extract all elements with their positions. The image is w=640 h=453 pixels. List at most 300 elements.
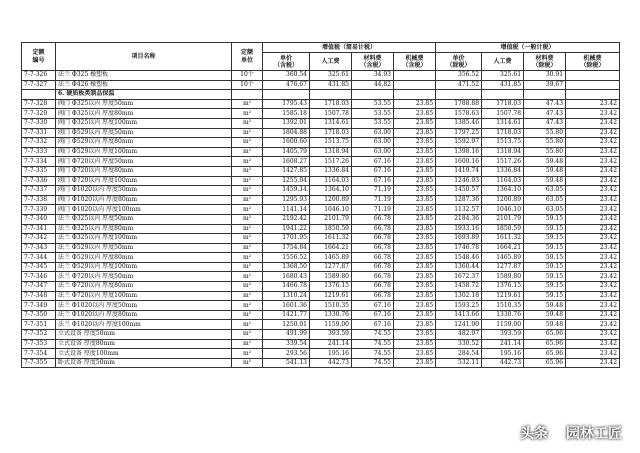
table-row (22, 243, 620, 253)
cell-value: 67.16 (352, 157, 394, 167)
cell-code: 7-7-333 (22, 147, 56, 157)
cell-value: 23.85 (394, 282, 436, 292)
section-empty-cell (263, 90, 310, 100)
cell-value: 1600.60 (263, 138, 310, 148)
cell-value: 59.15 (524, 224, 566, 234)
cell-name: 阀门 Φ720以内 厚度50mm (56, 157, 232, 167)
cell-unit: m² (232, 109, 263, 119)
cell-value: 1589.80 (310, 272, 352, 282)
cell-value: 1164.03 (482, 176, 524, 186)
cell-value: 55.80 (524, 147, 566, 157)
cell-name: 阀门 Φ720以内 厚度100mm (56, 176, 232, 186)
cell-name: 阀门 Φ529以内 厚度100mm (56, 147, 232, 157)
table-row (22, 272, 620, 282)
cell-value: 2101.79 (482, 214, 524, 224)
cell-code: 7-7-336 (22, 176, 56, 186)
cell-value: 55.80 (524, 128, 566, 138)
table-row (22, 99, 620, 109)
table-row (22, 205, 620, 215)
header-group-simple: 增值税（简易计税） (263, 43, 436, 53)
cell-value: 67.16 (352, 301, 394, 311)
cell-value: 1672.37 (436, 272, 482, 282)
cell-value: 66.78 (352, 224, 394, 234)
cell-value: 1718.03 (310, 128, 352, 138)
cell-value: 59.48 (524, 320, 566, 330)
cell-value: 1507.78 (482, 109, 524, 119)
cell-code: 7-7-331 (22, 128, 56, 138)
cell-value: 66.78 (352, 272, 394, 282)
at-sign-icon (550, 426, 564, 440)
cell-unit: m² (232, 330, 263, 340)
table-row (22, 253, 620, 263)
table-row (22, 138, 620, 148)
cell-unit: m² (232, 253, 263, 263)
cell-value: 1364.10 (482, 186, 524, 196)
cell-value: 476.67 (263, 80, 310, 90)
cell-value: 63.05 (524, 186, 566, 196)
header-material-inc: 材料费 （含税） (352, 53, 394, 71)
cell-value: 1318.94 (310, 147, 352, 157)
cell-unit: m² (232, 262, 263, 272)
section-empty-cell (352, 90, 394, 100)
cell-name: 法兰 Φ529以内 厚度50mm (56, 243, 232, 253)
cell-value: 2184.36 (436, 214, 482, 224)
cell-value: 23.85 (394, 118, 436, 128)
cell-value: 44.82 (352, 80, 394, 90)
cell-unit: m² (232, 234, 263, 244)
cell-value: 1795.43 (263, 99, 310, 109)
section-code-cell (22, 90, 56, 100)
cell-value: 1507.78 (310, 109, 352, 119)
cell-value: 23.42 (566, 224, 620, 234)
table-row (22, 195, 620, 205)
cell-value: 23.42 (566, 166, 620, 176)
table-row (22, 339, 620, 349)
cell-name: 阀门 Φ1020以内 厚度50mm (56, 186, 232, 196)
cell-value: 66.78 (352, 282, 394, 292)
table-row (22, 147, 620, 157)
cell-value: 1427.85 (263, 166, 310, 176)
cell-name: 法兰 Φ325以内 厚度100mm (56, 234, 232, 244)
header-material-exc: 材料费 （除税） (524, 53, 566, 71)
cell-value: 59.15 (524, 272, 566, 282)
cell-value: 1398.16 (436, 147, 482, 157)
table-row (22, 310, 620, 320)
cell-value: 325.61 (310, 71, 352, 81)
quota-table (21, 42, 620, 368)
header-code: 定额 编号 (22, 43, 56, 71)
cell-code: 7-7-350 (22, 310, 56, 320)
cell-value: 1466.78 (263, 282, 310, 292)
section-empty-cell (310, 90, 352, 100)
cell-value: 67.16 (352, 166, 394, 176)
cell-value: 59.48 (524, 176, 566, 186)
cell-name: 阀门 Φ1020以内 厚度80mm (56, 195, 232, 205)
cell-value: 1556.52 (263, 253, 310, 263)
cell-value: 23.85 (394, 109, 436, 119)
cell-value: 1200.89 (310, 195, 352, 205)
cell-code: 7-7-340 (22, 214, 56, 224)
table-row (22, 330, 620, 340)
cell-name: 立式设备 厚度50mm (56, 330, 232, 340)
cell-value: 1376.15 (482, 282, 524, 292)
header-unit-price-exc: 单价 （除税） (436, 53, 482, 71)
cell-value: 23.42 (566, 186, 620, 196)
cell-value: 1159.00 (310, 320, 352, 330)
cell-value: 63.05 (524, 205, 566, 215)
cell-code: 7-7-355 (22, 358, 56, 368)
cell-value (394, 71, 436, 81)
cell-value: 482.97 (436, 330, 482, 340)
cell-code: 7-7-342 (22, 234, 56, 244)
cell-value: 1589.80 (482, 272, 524, 282)
cell-value: 23.42 (566, 243, 620, 253)
cell-value: 1200.89 (482, 195, 524, 205)
cell-value: 1754.84 (263, 243, 310, 253)
cell-value: 1450.57 (436, 186, 482, 196)
cell-value: 30.91 (524, 71, 566, 81)
cell-value: 53.55 (352, 109, 394, 119)
cell-value: 1310.24 (263, 291, 310, 301)
cell-unit: m² (232, 349, 263, 359)
cell-value: 195.16 (310, 349, 352, 359)
cell-value: 23.85 (394, 138, 436, 148)
cell-value: 1046.10 (310, 205, 352, 215)
cell-value: 1718.03 (310, 99, 352, 109)
cell-code: 7-7-335 (22, 166, 56, 176)
cell-code: 7-7-344 (22, 253, 56, 263)
cell-value: 1701.95 (263, 234, 310, 244)
cell-name: 法兰 Φ1020以内 厚度80mm (56, 310, 232, 320)
cell-value: 1578.63 (436, 109, 482, 119)
cell-value: 1385.46 (436, 118, 482, 128)
cell-code: 7-7-338 (22, 195, 56, 205)
cell-unit: m² (232, 176, 263, 186)
cell-value: 442.73 (482, 358, 524, 368)
cell-value: 63.00 (352, 128, 394, 138)
cell-value: 23.42 (566, 195, 620, 205)
cell-name: 立式设备 厚度80mm (56, 339, 232, 349)
cell-value: 39.67 (524, 80, 566, 90)
table-row (22, 262, 620, 272)
cell-value: 66.78 (352, 234, 394, 244)
cell-unit: m² (232, 282, 263, 292)
cell-value: 23.85 (394, 330, 436, 340)
cell-value: 23.42 (566, 214, 620, 224)
cell-unit: m² (232, 310, 263, 320)
cell-value: 53.55 (352, 99, 394, 109)
cell-name: 阀门 Φ1020以内 厚度100mm (56, 205, 232, 215)
cell-value: 1302.18 (436, 291, 482, 301)
cell-value: 23.42 (566, 157, 620, 167)
cell-name: 法兰 Φ720以内 厚度100mm (56, 291, 232, 301)
cell-code: 7-7-348 (22, 291, 56, 301)
cell-name: 法兰 Φ325 橡塑板 (56, 71, 232, 81)
cell-value: 1330.76 (310, 310, 352, 320)
cell-value: 67.16 (352, 320, 394, 330)
cell-code: 7-7-351 (22, 320, 56, 330)
table-row (22, 349, 620, 359)
table-row (22, 186, 620, 196)
cell-name: 法兰 Φ720以内 厚度80mm (56, 282, 232, 292)
cell-code: 7-7-339 (22, 205, 56, 215)
cell-value: 1850.59 (482, 224, 524, 234)
cell-value: 59.15 (524, 234, 566, 244)
cell-value: 59.15 (524, 214, 566, 224)
cell-value: 23.85 (394, 243, 436, 253)
header-machine-inc: 机械费 （含税） (394, 53, 436, 71)
cell-value: 65.96 (524, 349, 566, 359)
cell-value: 23.42 (566, 310, 620, 320)
cell-value: 1132.57 (436, 205, 482, 215)
cell-value: 23.85 (394, 339, 436, 349)
cell-value: 541.13 (263, 358, 310, 368)
cell-value: 1277.87 (310, 262, 352, 272)
cell-value: 1718.03 (482, 128, 524, 138)
cell-unit: 10个 (232, 71, 263, 81)
cell-value: 59.48 (524, 157, 566, 167)
section-empty-cell (436, 90, 482, 100)
cell-unit: m² (232, 272, 263, 282)
section-title: 6. 硬质板类制品保温 (56, 90, 232, 100)
cell-code: 7-7-329 (22, 109, 56, 119)
cell-value: 1241.90 (436, 320, 482, 330)
cell-value: 1250.01 (263, 320, 310, 330)
cell-value: 23.85 (394, 166, 436, 176)
cell-value: 1517.26 (482, 157, 524, 167)
cell-value: 325.61 (482, 71, 524, 81)
cell-value: 23.85 (394, 301, 436, 311)
cell-value: 23.85 (394, 147, 436, 157)
cell-value: 431.85 (482, 80, 524, 90)
cell-value: 23.42 (566, 234, 620, 244)
cell-name: 卧式设备 厚度50mm (56, 358, 232, 368)
cell-value: 360.54 (263, 71, 310, 81)
cell-code: 7-7-334 (22, 157, 56, 167)
cell-code: 7-7-343 (22, 243, 56, 253)
cell-unit: m² (232, 243, 263, 253)
cell-value: 1510.35 (310, 301, 352, 311)
cell-value: 23.85 (394, 349, 436, 359)
section-empty-cell (394, 90, 436, 100)
cell-value: 1405.79 (263, 147, 310, 157)
cell-value: 1693.89 (436, 234, 482, 244)
cell-name: 阀门 Φ529以内 厚度80mm (56, 138, 232, 148)
cell-value: 23.85 (394, 157, 436, 167)
cell-value: 71.19 (352, 205, 394, 215)
table-row (22, 80, 620, 90)
cell-value: 23.85 (394, 99, 436, 109)
cell-value: 23.42 (566, 138, 620, 148)
cell-value: 284.54 (436, 349, 482, 359)
header-labor2: 人工费 (482, 53, 524, 71)
cell-value: 67.16 (352, 310, 394, 320)
cell-unit: m² (232, 166, 263, 176)
cell-value: 1585.18 (263, 109, 310, 119)
cell-unit: m² (232, 339, 263, 349)
cell-value: 339.54 (263, 339, 310, 349)
cell-value: 23.85 (394, 320, 436, 330)
cell-value: 74.55 (352, 330, 394, 340)
cell-value: 1797.25 (436, 128, 482, 138)
table-row (22, 109, 620, 119)
table-row (22, 157, 620, 167)
cell-unit: m² (232, 128, 263, 138)
section-empty-cell (482, 90, 524, 100)
cell-value: 1459.14 (263, 186, 310, 196)
cell-value: 23.85 (394, 205, 436, 215)
cell-value: 1219.61 (310, 291, 352, 301)
table-header (22, 43, 620, 71)
cell-code: 7-7-353 (22, 339, 56, 349)
cell-value: 71.19 (352, 186, 394, 196)
cell-value: 23.85 (394, 291, 436, 301)
cell-value: 1664.21 (482, 243, 524, 253)
cell-value: 241.14 (482, 339, 524, 349)
cell-value: 23.42 (566, 109, 620, 119)
cell-value: 1413.66 (436, 310, 482, 320)
cell-value: 1360.44 (436, 262, 482, 272)
cell-unit: m² (232, 186, 263, 196)
cell-value: 1600.16 (436, 157, 482, 167)
table-row (22, 234, 620, 244)
cell-value: 59.48 (524, 166, 566, 176)
cell-unit: m² (232, 118, 263, 128)
table-body (22, 71, 620, 368)
cell-value: 1465.89 (310, 253, 352, 263)
cell-value: 23.42 (566, 128, 620, 138)
cell-name: 法兰 Φ529以内 厚度80mm (56, 253, 232, 263)
cell-code: 7-7-345 (22, 262, 56, 272)
cell-value: 532.11 (436, 358, 482, 368)
cell-value: 71.19 (352, 195, 394, 205)
cell-value: 2192.42 (263, 214, 310, 224)
section-row (22, 90, 620, 100)
cell-value: 74.55 (352, 339, 394, 349)
table-row (22, 224, 620, 234)
cell-value: 23.85 (394, 234, 436, 244)
cell-value: 23.85 (394, 253, 436, 263)
cell-value: 1246.93 (436, 176, 482, 186)
cell-name: 阀门 Φ325以内 厚度50mm (56, 99, 232, 109)
cell-value: 23.85 (394, 176, 436, 186)
section-empty-cell (566, 90, 620, 100)
cell-value: 59.48 (524, 310, 566, 320)
cell-code: 7-7-330 (22, 118, 56, 128)
cell-name: 法兰 Φ325以内 厚度80mm (56, 224, 232, 234)
cell-unit: m² (232, 138, 263, 148)
cell-name: 阀门 Φ325以内 厚度80mm (56, 109, 232, 119)
cell-code: 7-7-354 (22, 349, 56, 359)
cell-value: 23.85 (394, 272, 436, 282)
cell-value: 66.78 (352, 262, 394, 272)
cell-value: 34.93 (352, 71, 394, 81)
cell-value: 65.96 (524, 339, 566, 349)
cell-code: 7-7-347 (22, 282, 56, 292)
cell-value: 23.85 (394, 358, 436, 368)
cell-code: 7-7-332 (22, 138, 56, 148)
cell-value: 59.15 (524, 253, 566, 263)
cell-value: 23.42 (566, 339, 620, 349)
header-labor: 人工费 (310, 53, 352, 71)
cell-value: 23.42 (566, 320, 620, 330)
header-machine-exc: 机械费 （除税） (566, 53, 620, 71)
table-row (22, 176, 620, 186)
cell-name: 立式设备 厚度100mm (56, 349, 232, 359)
cell-value: 1933.16 (436, 224, 482, 234)
cell-value: 74.55 (352, 349, 394, 359)
watermark (520, 422, 622, 444)
cell-value: 23.85 (394, 195, 436, 205)
cell-value: 63.00 (352, 138, 394, 148)
cell-value: 1314.61 (310, 118, 352, 128)
cell-value: 23.42 (566, 176, 620, 186)
cell-value: 1680.43 (263, 272, 310, 282)
cell-value: 1376.15 (310, 282, 352, 292)
cell-value: 1164.03 (310, 176, 352, 186)
cell-unit: m² (232, 205, 263, 215)
cell-name: 阀门 Φ325以内 厚度100mm (56, 118, 232, 128)
cell-value: 66.78 (352, 243, 394, 253)
cell-value: 491.99 (263, 330, 310, 340)
table-row (22, 214, 620, 224)
cell-value: 65.96 (524, 358, 566, 368)
cell-value: 1364.10 (310, 186, 352, 196)
cell-name: 法兰 Φ1020以内 厚度50mm (56, 301, 232, 311)
table-row (22, 291, 620, 301)
cell-value: 23.42 (566, 272, 620, 282)
cell-value: 65.96 (524, 330, 566, 340)
cell-value: 1314.61 (482, 118, 524, 128)
cell-unit: m² (232, 301, 263, 311)
cell-value: 23.85 (394, 186, 436, 196)
cell-name: 法兰 Φ426 橡塑板 (56, 80, 232, 90)
cell-value: 1421.77 (263, 310, 310, 320)
cell-value: 63.05 (524, 195, 566, 205)
cell-value: 23.42 (566, 118, 620, 128)
cell-value: 431.85 (310, 80, 352, 90)
cell-value: 1608.27 (263, 157, 310, 167)
cell-value: 1804.88 (263, 128, 310, 138)
cell-value: 1611.32 (482, 234, 524, 244)
cell-value: 1277.87 (482, 262, 524, 272)
table-row (22, 71, 620, 81)
header-unit: 定额 单位 (232, 43, 263, 71)
table-row (22, 320, 620, 330)
cell-value: 23.42 (566, 349, 620, 359)
cell-value: 53.55 (352, 118, 394, 128)
cell-value: 195.16 (482, 349, 524, 359)
cell-value (394, 80, 436, 90)
cell-name: 阀门 Φ720以内 厚度80mm (56, 166, 232, 176)
cell-value: 442.73 (310, 358, 352, 368)
table-row (22, 128, 620, 138)
cell-value: 23.85 (394, 224, 436, 234)
cell-name: 法兰 Φ529以内 厚度100mm (56, 262, 232, 272)
cell-value: 47.43 (524, 109, 566, 119)
cell-value: 1513.75 (482, 138, 524, 148)
cell-unit: m² (232, 195, 263, 205)
cell-value: 1513.75 (310, 138, 352, 148)
cell-value: 1746.78 (436, 243, 482, 253)
cell-value: 59.15 (524, 291, 566, 301)
cell-unit: m² (232, 320, 263, 330)
cell-value: 1159.00 (482, 320, 524, 330)
cell-value: 293.56 (263, 349, 310, 359)
cell-value: 23.42 (566, 301, 620, 311)
cell-code: 7-7-341 (22, 224, 56, 234)
cell-value: 1368.50 (263, 262, 310, 272)
